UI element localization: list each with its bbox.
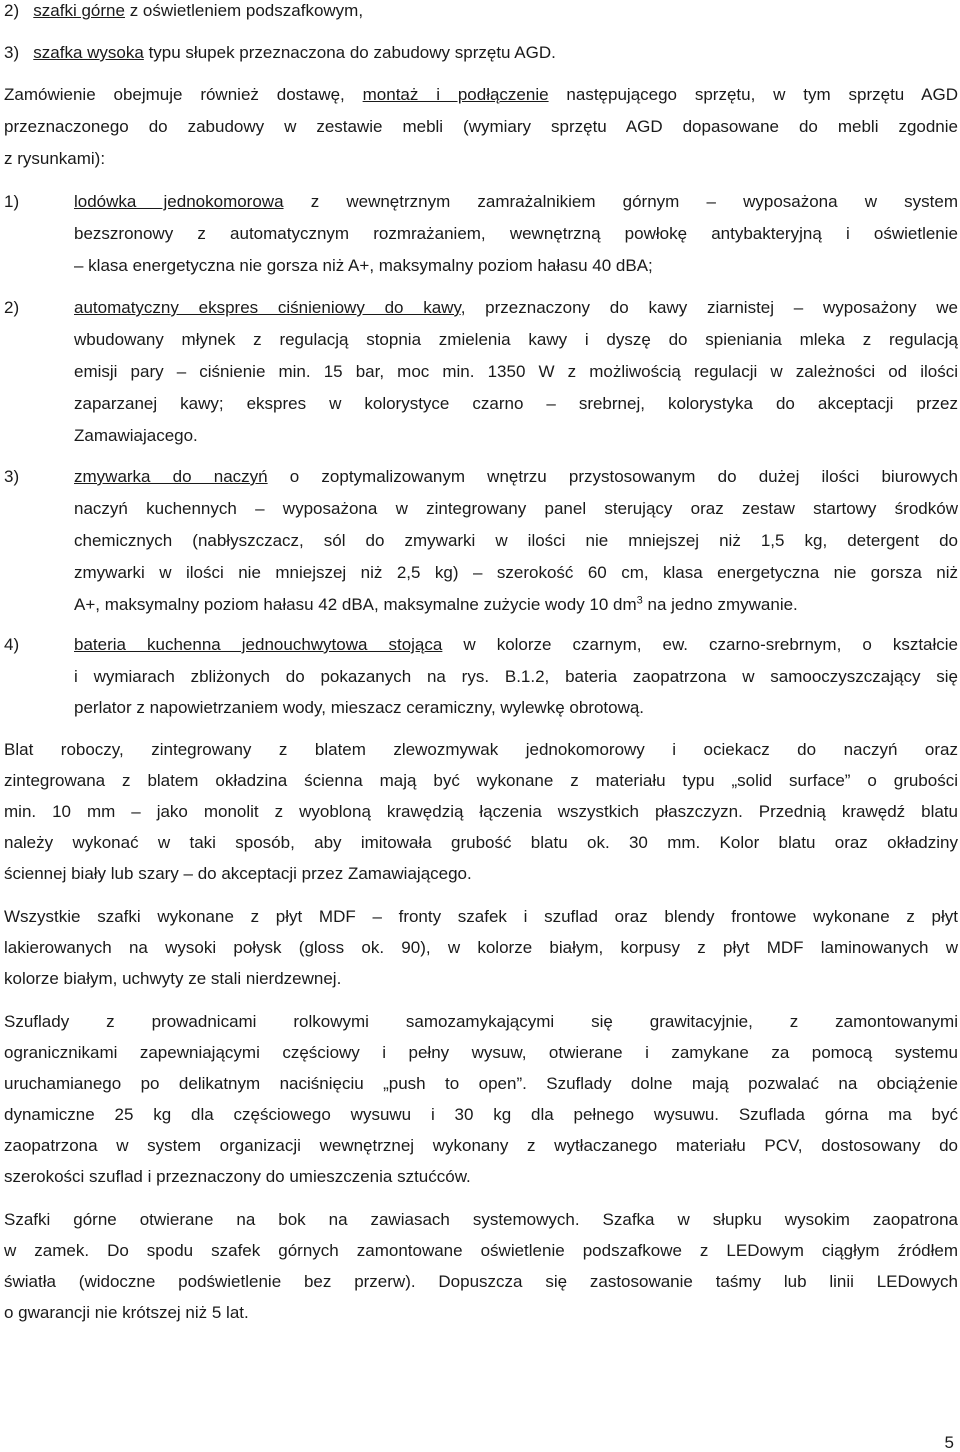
- list-text: , przeznaczony do kawy ziarnistej – wyposażony we: [460, 298, 958, 317]
- intro-text: następującego sprzętu, w tym sprzętu AGD: [548, 85, 958, 104]
- list-item-line: bezszronowy z automatycznym rozmrażaniem, wewnętrzną powłokę antybakteryjną i oświetlenie: [74, 224, 958, 243]
- underlined-term: montaż i podłączenie: [362, 85, 549, 104]
- paragraph-line: Szafki górne otwierane na bok na zawiasach systemowych. Szafka w słupku wysokim zaopatrona: [4, 1210, 958, 1229]
- list-text: typu słupek przeznaczona do zabudowy sprzętu AGD.: [143, 43, 556, 62]
- intro-line: przeznaczonego do zabudowy w zestawie mebli (wymiary sprzętu AGD dopasowane do mebli zgodnie: [4, 117, 958, 136]
- paragraph-line: w zamek. Do spodu szafek górnych zamontowane oświetlenie podszafkowe z LEDowym ciągłym źródłem: [4, 1241, 958, 1260]
- list-item-line: [74, 594, 958, 616]
- list-number: 4): [4, 635, 20, 654]
- paragraph-line: kolorze białym, uchwyty ze stali nierdzewnej.: [4, 969, 342, 988]
- list-item: [4, 0, 363, 22]
- paragraph-line: o gwarancji nie krótszej niż 5 lat.: [4, 1303, 249, 1322]
- paragraph-line: Szuflady z prowadnicami rolkowymi samozamykającymi się grawitacyjnie, z zamontowanymi: [4, 1012, 958, 1031]
- superscript: 3: [636, 594, 643, 607]
- paragraph-line: światła (widoczne podświetlenie bez przerw). Dopuszcza się zastosowanie taśmy lub linii LEDowych: [4, 1272, 958, 1291]
- list-number: 2): [4, 1, 20, 20]
- paragraph-line: lakierowanych na wysoki połysk (gloss ok. 90), w kolorze białym, korpusy z płyt MDF laminowanych w: [4, 938, 958, 957]
- list-item-line: emisji pary – ciśnienie min. 15 bar, moc min. 1350 W z możliwością regulacji w zależności od ilości: [74, 362, 958, 381]
- underlined-term: automatyczny ekspres ciśnieniowy do kawy: [74, 298, 461, 317]
- list-item-line: zmywarki w ilości nie mniejszej niż 2,5 kg) – szerokość 60 cm, klasa energetyczna nie gorsza niż: [74, 563, 958, 582]
- list-item-line: Zamawiajacego.: [74, 426, 198, 445]
- intro-line: z rysunkami):: [4, 149, 106, 168]
- paragraph-line: należy wykonać w taki sposób, aby imitowała grubość blatu ok. 30 mm. Kolor blatu oraz okładziny: [4, 833, 958, 852]
- underlined-term: lodówka jednokomorowa: [74, 192, 284, 211]
- paragraph-line: min. 10 mm – jako monolit z wyobloną krawędzią łączenia wszystkich płaszczyzn. Przednią krawędź blatu: [4, 802, 958, 821]
- list-number: 2): [4, 298, 20, 317]
- list-text: na jedno zmywanie.: [642, 595, 798, 614]
- paragraph-line: zaopatrzona w system organizacji wewnętrznej wykonany z wytłaczanego materiału PCV, dostosowany do: [4, 1136, 958, 1155]
- list-item-line: perlator z napowietrzaniem wody, mieszacz ceramiczny, wylewkę obrotową.: [74, 698, 645, 717]
- list-item-line: chemicznych (nabłyszczacz, sól do zmywarki w ilości nie mniejszej niż 1,5 kg, detergent do: [74, 531, 958, 550]
- list-item-line: – klasa energetyczna nie gorsza niż A+, maksymalny poziom hałasu 40 dBA;: [74, 256, 653, 275]
- list-item-line: naczyń kuchennych – wyposażona w zintegrowany panel sterujący oraz zestaw startowy środków: [74, 499, 958, 518]
- intro-line: [4, 84, 958, 108]
- underlined-term: szafka wysoka: [33, 43, 144, 62]
- page-number: 5: [944, 1433, 954, 1452]
- list-item-line: [74, 191, 958, 215]
- paragraph-line: Blat roboczy, zintegrowany z blatem zlewozmywak jednokomorowy i ociekacz do naczyń oraz: [4, 740, 958, 759]
- intro-text: Zamówienie obejmuje również dostawę,: [4, 85, 363, 104]
- list-number: 3): [4, 43, 20, 62]
- paragraph-line: szerokości szuflad i przeznaczony do umieszczenia sztućców.: [4, 1167, 471, 1186]
- list-item: [4, 42, 556, 64]
- paragraph-line: uruchamianego po delikatnym naciśnięciu „push to open”. Szuflady dolne mają pozwalać na obciążenie: [4, 1074, 958, 1093]
- list-item-line: wbudowany młynek z regulacją stopnia zmielenia kawy i dyszę do spieniania mleka z regulacją: [74, 330, 958, 349]
- list-text: A+, maksymalny poziom hałasu 42 dBA, maksymalne zużycie wody 10 dm: [74, 595, 637, 614]
- list-number: 1): [4, 192, 20, 211]
- list-item-line: zaparzanej kawy; ekspres w kolorystyce czarno – srebrnej, kolorystyka do akceptacji przez: [74, 394, 958, 413]
- underlined-term: bateria kuchenna jednouchwytowa stojąca: [74, 635, 443, 654]
- paragraph-line: dynamiczne 25 kg dla częściowego wysuwu i 30 kg dla pełnego wysuwu. Szuflada górna ma być: [4, 1105, 958, 1124]
- list-item-line: [74, 297, 958, 321]
- underlined-term: zmywarka do naczyń: [74, 467, 268, 486]
- list-item-line: i wymiarach zbliżonych do pokazanych na rys. B.1.2, bateria zaopatrzona w samooczyszczający się: [74, 667, 958, 686]
- paragraph-line: ogranicznikami zapewniającymi częściowy i pełny wysuw, otwierane i zamykane za pomocą systemu: [4, 1043, 958, 1062]
- paragraph-line: zintegrowana z blatem okładzina ścienna mają być wykonane z materiału typu „solid surface” o grubości: [4, 771, 958, 790]
- list-number: 3): [4, 467, 20, 486]
- paragraph-line: ściennej biały lub szary – do akceptacji przez Zamawiającego.: [4, 864, 472, 883]
- underlined-term: szafki górne: [33, 1, 125, 20]
- paragraph-line: Wszystkie szafki wykonane z płyt MDF – fronty szafek i szuflad oraz blendy frontowe wykonane z płyt: [4, 907, 958, 926]
- list-text: w kolorze czarnym, ew. czarno-srebrnym, o kształcie: [442, 635, 958, 654]
- list-item-line: [74, 466, 958, 490]
- list-text: z wewnętrznym zamrażalnikiem górnym – wyposażona w system: [283, 192, 958, 211]
- list-text: z oświetleniem podszafkowym,: [124, 1, 364, 20]
- list-text: o zoptymalizowanym wnętrzu przystosowanym do dużej ilości biurowych: [267, 467, 958, 486]
- list-item-line: [74, 634, 958, 658]
